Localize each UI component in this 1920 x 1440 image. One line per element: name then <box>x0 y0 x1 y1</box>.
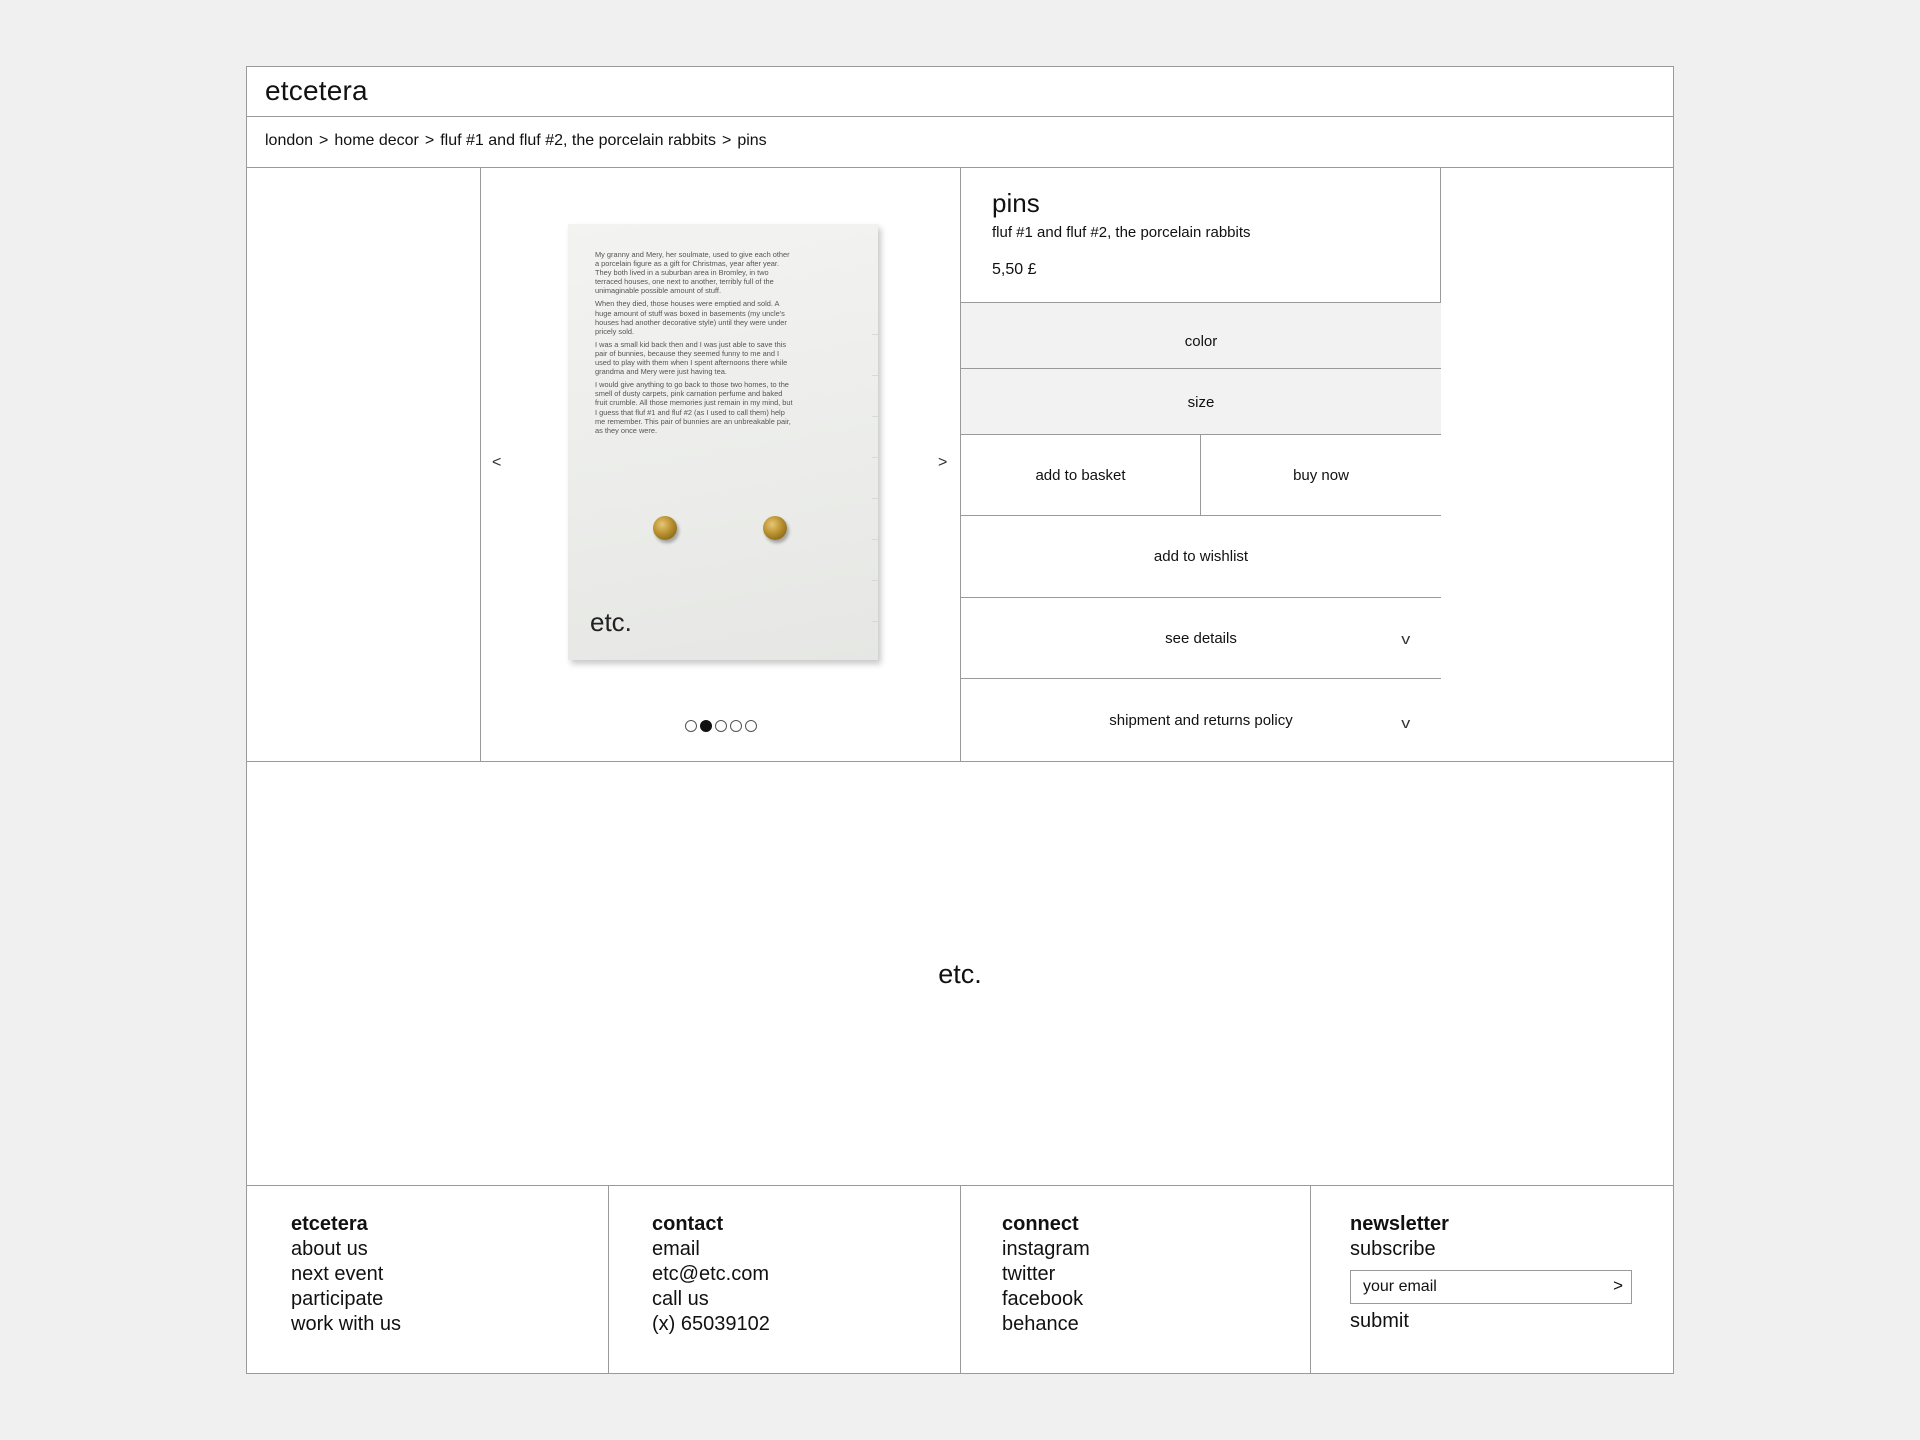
footer-phone-label: call us <box>652 1288 709 1310</box>
breadcrumb <box>265 132 767 150</box>
photo-card-paragraph: I would give anything to go back to those two homes, to the smell of dusty carpets, pink carnation perfume and baked fruit crumble. All those memories just remain in my mind, but I guess that fluf #1 and fluf #2 (as I used to call them) help me remember. This pair of bunnies are an unbreakable pair, as they once were. <box>595 380 793 435</box>
chevron-down-icon: v <box>1400 631 1410 648</box>
footer-link-twitter[interactable]: twitter <box>1002 1263 1056 1285</box>
footer-heading: newsletter <box>1350 1213 1449 1235</box>
breadcrumb-item-home-decor[interactable]: home decor <box>334 132 419 149</box>
gallery-dot-2[interactable] <box>700 720 712 732</box>
divider <box>960 1186 961 1374</box>
newsletter-submit-button[interactable]: submit <box>1350 1310 1409 1332</box>
add-to-wishlist-button[interactable]: add to wishlist <box>961 516 1441 597</box>
see-details-toggle[interactable] <box>961 598 1441 678</box>
gold-pin-left <box>653 516 677 540</box>
product-panel <box>961 168 1441 762</box>
breadcrumb-separator: > <box>424 132 435 149</box>
site-logo[interactable]: etcetera <box>265 75 368 106</box>
footer-heading: etcetera <box>291 1213 368 1235</box>
footer-link-instagram[interactable]: instagram <box>1002 1238 1090 1260</box>
newsletter-arrow-button[interactable]: > <box>1613 1276 1623 1295</box>
promo-banner <box>247 762 1673 1186</box>
newsletter-email-box <box>1350 1270 1632 1304</box>
divider <box>608 1186 609 1374</box>
photo-card-paragraph: My granny and Mery, her soulmate, used to give each other a porcelain figure as a gift for Christmas, year after year. They both lived in a suburban area in Bromley, in two terraced houses, one next to another, terribly full of the unimaginable possible amount of stuff. <box>595 250 790 296</box>
photo-card-paragraph: I was a small kid back then and I was just able to save this pair of bunnies, because they seemed funny to me and I used to play with them when I spent afternoons there while grandma and Mery were just having tea. <box>595 339 788 377</box>
promo-logo: etc. <box>938 958 982 989</box>
footer-etcetera <box>291 1186 401 1373</box>
buy-now-button[interactable]: buy now <box>1201 435 1441 515</box>
breadcrumb-separator: > <box>721 132 732 149</box>
gold-pin-right <box>763 516 787 540</box>
add-to-basket-button[interactable]: add to basket <box>961 435 1200 515</box>
gallery-dot-5[interactable] <box>745 720 757 732</box>
footer-link-participate[interactable]: participate <box>291 1288 384 1310</box>
footer-email-link[interactable]: etc@etc.com <box>652 1263 770 1285</box>
footer-link-facebook[interactable]: facebook <box>1002 1288 1084 1310</box>
see-details-label: see details <box>1165 629 1237 647</box>
size-select-label: size <box>1187 393 1215 411</box>
footer-newsletter <box>1350 1186 1632 1373</box>
footer-heading: contact <box>652 1213 724 1235</box>
breadcrumb-item-current: pins <box>737 132 767 149</box>
photo-card-text <box>595 250 795 439</box>
footer-heading: connect <box>1002 1213 1079 1235</box>
photo-card-edge <box>872 294 878 634</box>
divider <box>247 116 1673 117</box>
footer-link-work-with-us[interactable]: work with us <box>291 1313 402 1335</box>
shipment-returns-label: shipment and returns policy <box>1109 711 1293 729</box>
gallery-dot-1[interactable] <box>685 720 697 732</box>
product-gallery <box>481 168 961 762</box>
product-photo <box>568 224 878 660</box>
breadcrumb-separator: > <box>319 132 329 149</box>
newsletter-email-input[interactable] <box>1351 1271 1591 1302</box>
newsletter-subscribe-label: subscribe <box>1350 1238 1436 1260</box>
footer-email-label: email <box>652 1238 700 1260</box>
chevron-down-icon: v <box>1400 715 1410 732</box>
footer-link-behance[interactable]: behance <box>1002 1313 1079 1335</box>
page-frame <box>246 66 1674 1374</box>
gallery-prev-button[interactable]: < <box>492 454 502 471</box>
color-select-label: color <box>1184 332 1218 350</box>
breadcrumb-item-collection[interactable]: fluf #1 and fluf #2, the porcelain rabbits <box>440 132 716 149</box>
footer-phone-link[interactable]: (x) 65039102 <box>652 1313 770 1335</box>
gallery-dot-4[interactable] <box>730 720 742 732</box>
photo-card-paragraph: When they died, those houses were emptied and sold. A huge amount of stuff was boxed in basements (my uncle's houses had another decorative style) until they were under pricely sold. <box>595 299 787 336</box>
footer-link-about-us[interactable]: about us <box>291 1238 368 1260</box>
product-subtitle: fluf #1 and fluf #2, the porcelain rabbits <box>992 224 1251 241</box>
color-select[interactable] <box>961 303 1441 369</box>
shipment-returns-toggle[interactable] <box>961 679 1441 761</box>
size-select[interactable] <box>961 369 1441 435</box>
product-price: 5,50 £ <box>992 261 1037 278</box>
footer-link-next-event[interactable]: next event <box>291 1263 384 1285</box>
divider <box>1310 1186 1311 1374</box>
gallery-dot-3[interactable] <box>715 720 727 732</box>
photo-card-logo: etc. <box>590 607 632 637</box>
footer-contact <box>652 1186 770 1373</box>
product-title: pins <box>992 188 1040 218</box>
gallery-next-button[interactable]: > <box>938 454 948 471</box>
gallery-pagination <box>481 720 961 732</box>
footer-connect <box>1002 1186 1090 1373</box>
breadcrumb-item-london[interactable]: london <box>265 132 314 149</box>
